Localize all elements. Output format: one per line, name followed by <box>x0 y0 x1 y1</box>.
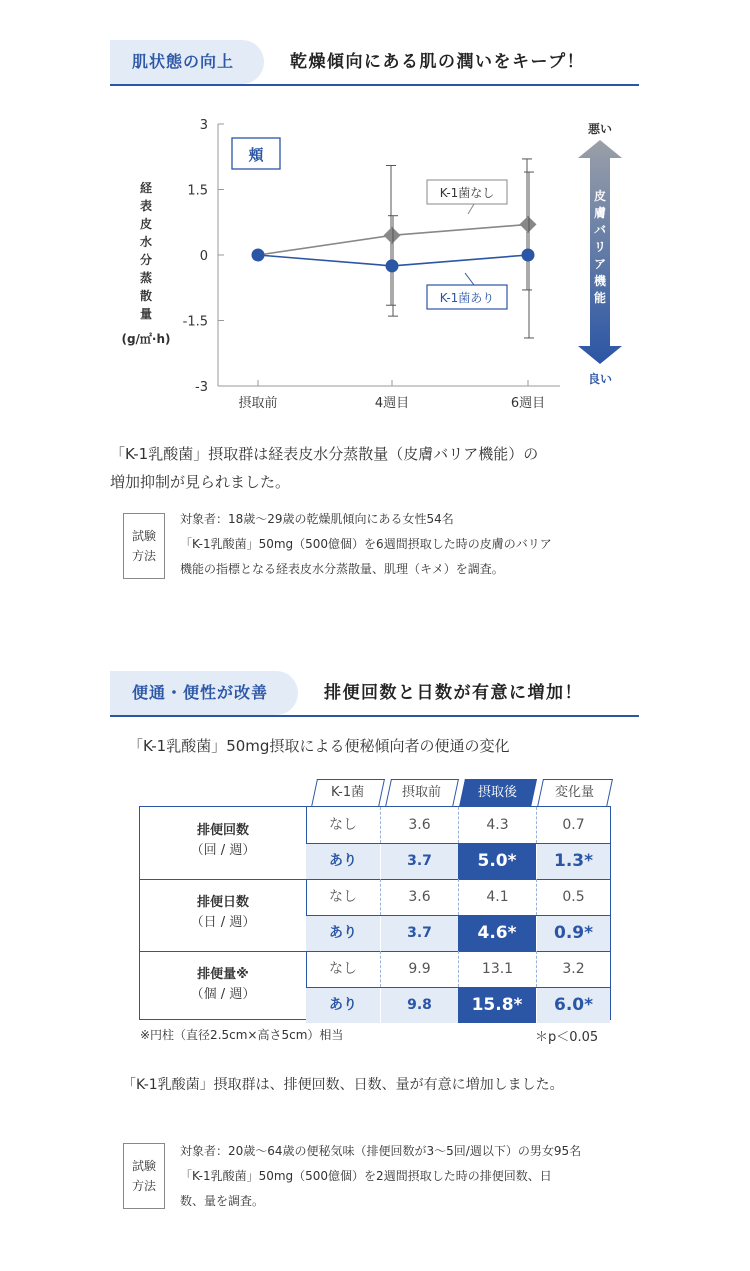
cell-none-0: なし <box>329 817 357 833</box>
method-label-line1: 試験 <box>131 1159 156 1173</box>
table-footnote-right: ＊p＜0.05 <box>535 1030 599 1045</box>
x-tick-label: 6週目 <box>510 396 546 411</box>
method-line3: 機能の指標となる経表皮水分蒸散量、肌理（キメ）を調査。 <box>180 562 504 576</box>
legend-pointer-none <box>468 204 474 214</box>
cell-with-0: あり <box>306 844 380 879</box>
y-tick-label: -3 <box>195 380 208 395</box>
series2-point <box>386 259 399 272</box>
section2-title: 排便回数と日数が有意に増加！ <box>324 683 583 703</box>
y-tick-label: 1.5 <box>187 183 208 199</box>
cell-with-2: 15.8* <box>458 988 536 1023</box>
cell-none-0: なし <box>329 961 357 977</box>
cell-with-3: 1.3* <box>536 844 610 879</box>
cell-with-1: 9.8 <box>380 988 458 1023</box>
cell-none-1: 3.6 <box>380 807 458 843</box>
y-axis-label-char: 皮 <box>139 217 153 231</box>
cell-with-1: 3.7 <box>380 844 458 879</box>
cell-with-1: 3.7 <box>380 916 458 951</box>
row-label <box>140 893 306 933</box>
cell-none-1: 3.6 <box>380 879 458 915</box>
row-label-name: 排便日数 <box>196 895 249 910</box>
y-axis-label-char: 経 <box>139 181 153 195</box>
arrow-label-char: リ <box>593 240 607 254</box>
cell-none-1: 9.9 <box>380 951 458 987</box>
cell-none-2: 13.1 <box>458 951 536 987</box>
cell-with-3: 6.0* <box>536 988 610 1023</box>
section1-title: 乾燥傾向にある肌の潤いをキープ！ <box>290 52 586 72</box>
badge-label: 頬 <box>248 146 264 164</box>
cell-with-0: あり <box>306 916 380 951</box>
section1-method-text <box>180 507 640 582</box>
y-tick-label: 3 <box>199 118 208 133</box>
y-axis-label-char: 量 <box>139 307 153 321</box>
series1-point <box>520 216 537 233</box>
bowel-table <box>139 806 611 1020</box>
section2-method-text <box>180 1139 640 1214</box>
section2-tag: 便通・便性が改善 <box>110 671 298 715</box>
y-axis-label-char: 水 <box>139 235 153 249</box>
arrow-label-char: 機 <box>593 274 607 288</box>
method-label-line1: 試験 <box>131 529 156 543</box>
cell-none-3: 3.2 <box>536 951 610 987</box>
series2-point <box>522 249 535 262</box>
row-label-unit: （個 / 週） <box>190 987 256 1002</box>
row-label-name: 排便回数 <box>196 823 249 838</box>
table-header-before: 摂取前 <box>385 779 459 807</box>
arrow-label-char: 膚 <box>593 206 607 220</box>
row-label <box>140 965 306 1005</box>
section1-caption-line1: 「K-1乳酸菌」摂取群は経表皮水分蒸散量（皮膚バリア機能）の <box>110 445 539 463</box>
method-label-line2: 方法 <box>131 549 156 563</box>
method-line2: 「K-1乳酸菌」50mg（500億個）を6週間摂取した時の皮膚のバリア <box>180 537 552 551</box>
x-tick-label: 摂取前 <box>238 396 278 411</box>
table-footnote-left: ※円柱（直径2.5cm×高さ5cm）相当 <box>140 1028 344 1042</box>
legend-pointer-with <box>465 273 474 285</box>
arrow-top-label: 悪い <box>587 122 613 136</box>
section2-header <box>110 671 639 717</box>
series2-point <box>252 249 265 262</box>
method-label-line2: 方法 <box>131 1179 156 1193</box>
cell-with-0: あり <box>306 988 380 1023</box>
method-line1: 対象者：18歳〜29歳の乾燥肌傾向にある女性54名 <box>180 512 454 526</box>
y-axis-unit: (g/㎡·h) <box>121 332 171 346</box>
y-axis-label-char: 分 <box>139 253 153 267</box>
section2-method-label <box>123 1143 165 1209</box>
section1-tag: 肌状態の向上 <box>110 40 264 84</box>
cell-none-2: 4.3 <box>458 807 536 843</box>
section1-header <box>110 40 639 86</box>
tewl-line-chart <box>110 100 640 420</box>
legend-label-none: K-1菌なし <box>439 186 495 200</box>
row-label-name: 排便量※ <box>197 967 249 982</box>
cell-none-2: 4.1 <box>458 879 536 915</box>
section2-subtitle: 「K-1乳酸菌」50mg摂取による便秘傾向者の便通の変化 <box>128 737 510 755</box>
y-axis-label-char: 散 <box>139 289 153 303</box>
row-label-unit: （日 / 週） <box>190 915 256 930</box>
arrow-bottom-label: 良い <box>587 372 613 386</box>
y-tick-label: -1.5 <box>182 314 208 330</box>
cell-none-3: 0.7 <box>536 807 610 843</box>
section1-caption-line2: 増加抑制が見られました。 <box>110 473 291 491</box>
row-label-unit: （回 / 週） <box>190 843 256 858</box>
section2-caption: 「K-1乳酸菌」摂取群は、排便回数、日数、量が有意に増加しました。 <box>122 1077 564 1093</box>
method-line1: 対象者：20歳〜64歳の便秘気味（排便回数が3〜5回/週以下）の男女95名 <box>180 1144 582 1158</box>
method-line2: 「K-1乳酸菌」50mg（500億個）を2週間摂取した時の排便回数、日 <box>180 1169 552 1183</box>
arrow-label-char: ア <box>593 257 607 271</box>
arrow-label-char: バ <box>593 223 607 237</box>
method-line3: 数、量を調査。 <box>180 1194 265 1208</box>
y-axis-label-char: 蒸 <box>139 271 153 285</box>
cell-with-2: 5.0* <box>458 844 536 879</box>
table-header-after: 摂取後 <box>459 779 537 807</box>
legend-label-with: K-1菌あり <box>439 291 495 305</box>
y-axis-label-char: 表 <box>139 199 153 213</box>
table-header-change: 変化量 <box>537 779 613 807</box>
section1-caption <box>110 440 650 496</box>
series1-point <box>384 227 401 244</box>
arrow-label-char: 能 <box>593 291 607 305</box>
cell-none-3: 0.5 <box>536 879 610 915</box>
cell-with-3: 0.9* <box>536 916 610 951</box>
table-header-k1: K-1菌 <box>311 779 385 807</box>
cell-none-0: なし <box>329 889 357 905</box>
arrow-label-char: 皮 <box>593 189 607 203</box>
y-tick-label: 0 <box>199 249 208 264</box>
cell-with-2: 4.6* <box>458 916 536 951</box>
row-label <box>140 821 306 861</box>
x-tick-label: 4週目 <box>374 396 410 411</box>
section1-method-label <box>123 513 165 579</box>
